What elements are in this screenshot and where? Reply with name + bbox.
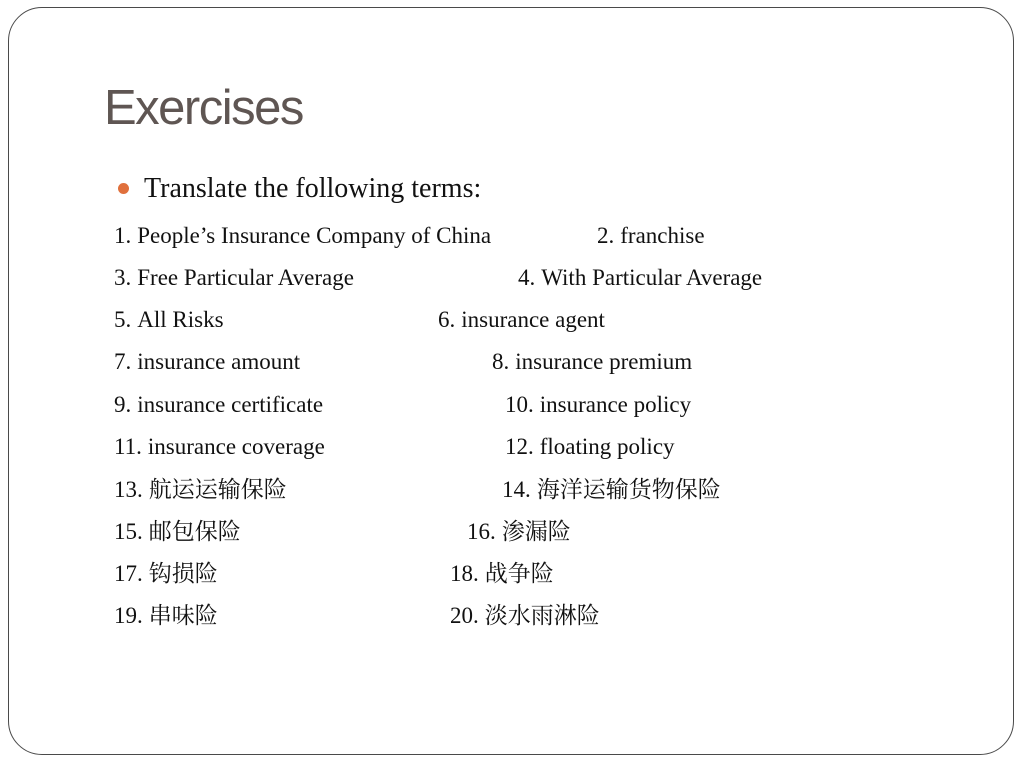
term-4: 4. With Particular Average — [518, 265, 763, 290]
term-19: 19. 串味险 — [114, 603, 218, 628]
term-10: 10. insurance policy — [505, 392, 692, 417]
term-12: 12. floating policy — [505, 434, 675, 459]
bullet-dot-icon — [118, 183, 129, 194]
slide-title: Exercises — [104, 81, 303, 135]
term-7: 7. insurance amount — [114, 349, 301, 374]
term-15: 15. 邮包保险 — [114, 519, 241, 544]
term-18: 18. 战争险 — [450, 561, 554, 586]
instruction-text: Translate the following terms: — [144, 173, 482, 204]
term-14: 14. 海洋运输货物保险 — [502, 477, 721, 502]
term-3: 3. Free Particular Average — [114, 265, 354, 290]
term-17: 17. 钩损险 — [114, 561, 218, 586]
term-8: 8. insurance premium — [492, 349, 693, 374]
term-1: 1. People’s Insurance Company of China — [114, 223, 492, 248]
term-5: 5. All Risks — [114, 307, 224, 332]
term-13: 13. 航运运输保险 — [114, 477, 287, 502]
term-6: 6. insurance agent — [438, 307, 605, 332]
term-11: 11. insurance coverage — [114, 434, 325, 459]
term-2: 2. franchise — [597, 223, 705, 248]
term-9: 9. insurance certificate — [114, 392, 324, 417]
term-20: 20. 淡水雨淋险 — [450, 603, 600, 628]
term-16: 16. 渗漏险 — [467, 519, 571, 544]
